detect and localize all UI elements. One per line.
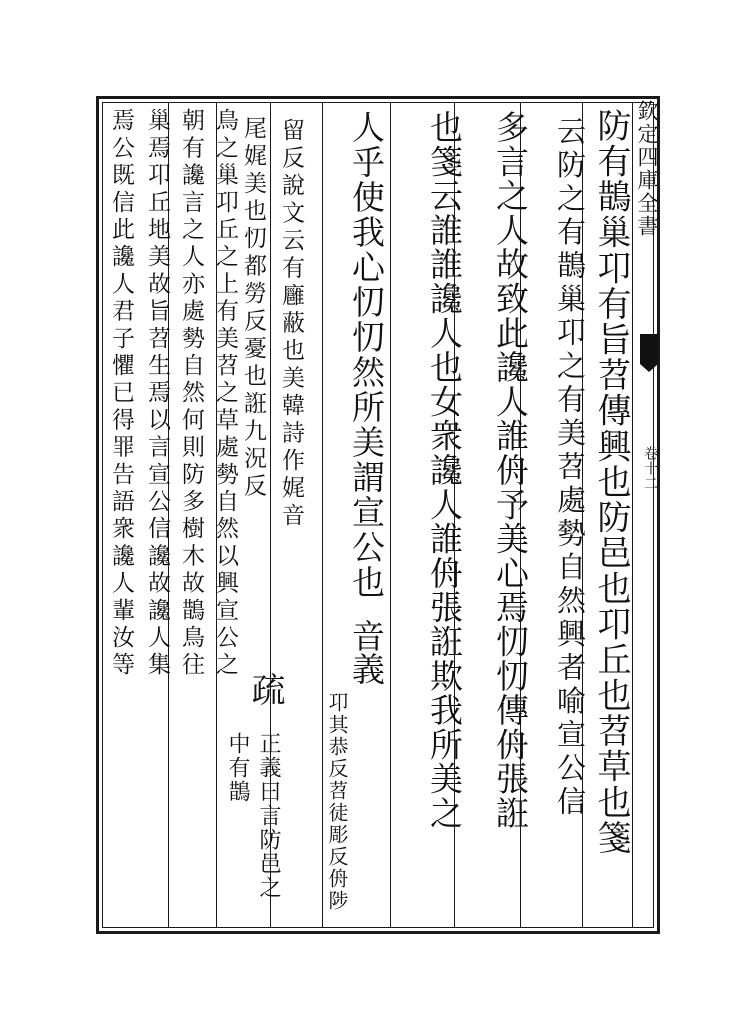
commentary-column: 卭其恭反苕徒彫反侜陟 (325, 692, 349, 912)
text-column: 多言之人故致此讒人誰侜予美心焉忉忉傳侜張誑 (491, 110, 530, 831)
text-segment: 人乎使我心忉忉然所美謂宣公也 (347, 110, 386, 600)
commentary-column: 巢焉卭丘地美故旨苕生焉以言宣公信讒故讒人集 (144, 108, 170, 680)
commentary-column: 朝有讒言之人亦處勢自然何則防多樹木故鵲鳥往 (178, 108, 204, 680)
commentary-column: 尾娓美也忉都勞反憂也誑九況反 (240, 116, 266, 501)
text-column: 云防之有鵲巢卭之有美苕處勢自然興者喻宣公信 (553, 116, 587, 820)
text-column: 防有鵲巢卭有旨苕傳興也防邑也卭丘也苕草也箋 (591, 108, 631, 856)
volume-number: 卷十二 (642, 446, 658, 491)
commentary-column: 鳥之巢卭丘之上有美苕之草處勢自然以興宣公之 (212, 108, 238, 680)
commentary-heading: 疏 (245, 672, 285, 706)
commentary-column: 焉公既信此讒人君子懼已得罪告語衆讒人輩汝等 (108, 108, 134, 680)
column-rule (390, 102, 391, 928)
phonetic-note-label: 音義 (347, 619, 386, 685)
book-title: 欽定四庫全書 (635, 100, 659, 238)
fishtail-mark (640, 334, 658, 364)
text-column: 也箋云誰誰讒人也女衆讒人誰侜張誑欺我所美之 (425, 110, 464, 831)
commentary-column: 留反說文云有廱蔽也美韓詩作娓音 (278, 118, 304, 531)
commentary-column: 正義曰言防邑之中有鵲 (225, 732, 281, 900)
